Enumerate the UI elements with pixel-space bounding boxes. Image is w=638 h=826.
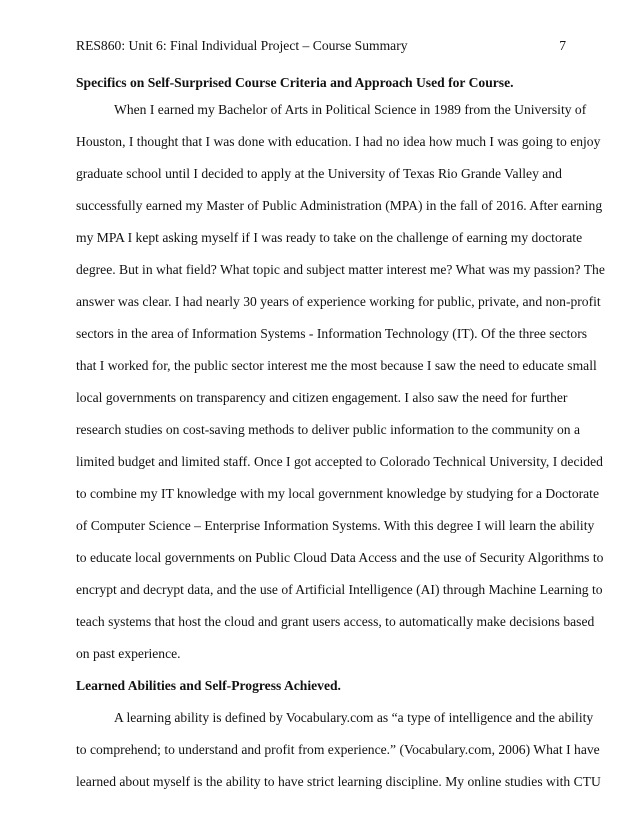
- paragraph-line: Houston, I thought that I was done with education. I had no idea how much I was going to enjoy: [76, 134, 601, 149]
- paragraph-line: local governments on transparency and citizen engagement. I also saw the need for further: [76, 390, 568, 405]
- paragraph-line: When I earned my Bachelor of Arts in Political Science in 1989 from the University of: [114, 102, 587, 117]
- page-number: 7: [559, 38, 566, 53]
- paragraph-line: my MPA I kept asking myself if I was ready to take on the challenge of earning my doctorate: [76, 230, 583, 245]
- paragraph-line: sectors in the area of Information Systems - Information Technology (IT). Of the three sectors: [76, 326, 588, 341]
- paragraph-line: to educate local governments on Public Cloud Data Access and the use of Security Algorithms to: [76, 550, 604, 565]
- paragraph-line: graduate school until I decided to apply at the University of Texas Rio Grande Valley and: [76, 166, 562, 181]
- paragraph-line: successfully earned my Master of Public Administration (MPA) in the fall of 2016. After earning: [76, 198, 603, 213]
- header-title: RES860: Unit 6: Final Individual Project – Course Summary: [76, 38, 408, 53]
- paragraph-line: A learning ability is defined by Vocabulary.com as “a type of intelligence and the ability: [114, 710, 594, 725]
- paragraph-line: that I worked for, the public sector interest me the most because I saw the need to educate small: [76, 358, 597, 373]
- paragraph-line: learned about myself is the ability to have strict learning discipline. My online studies with CTU: [76, 774, 601, 789]
- paragraph-line: to comprehend; to understand and profit from experience.” (Vocabulary.com, 2006) What I have: [76, 742, 600, 757]
- paragraph-line: teach systems that host the cloud and grant users access, to automatically make decisions based: [76, 614, 595, 629]
- running-header: [76, 36, 566, 56]
- section-heading-learned-abilities: Learned Abilities and Self-Progress Achieved.: [76, 678, 341, 693]
- section-heading-specifics: Specifics on Self-Surprised Course Criteria and Approach Used for Course.: [76, 75, 514, 90]
- paragraph-line: limited budget and limited staff. Once I got accepted to Colorado Technical University, I decided: [76, 454, 603, 469]
- paragraph-line: on past experience.: [76, 646, 181, 661]
- paragraph-line: answer was clear. I had nearly 30 years of experience working for public, private, and non-profit: [76, 294, 601, 309]
- paragraph-line: of Computer Science – Enterprise Information Systems. With this degree I will learn the ability: [76, 518, 595, 533]
- paragraph-line: encrypt and decrypt data, and the use of Artificial Intelligence (AI) through Machine Learning to: [76, 582, 603, 597]
- paragraph-line: degree. But in what field? What topic and subject matter interest me? What was my passion? The: [76, 262, 605, 277]
- paragraph-line: research studies on cost-saving methods to deliver public information to the community on a: [76, 422, 580, 437]
- paragraph-line: to combine my IT knowledge with my local government knowledge by studying for a Doctorate: [76, 486, 599, 501]
